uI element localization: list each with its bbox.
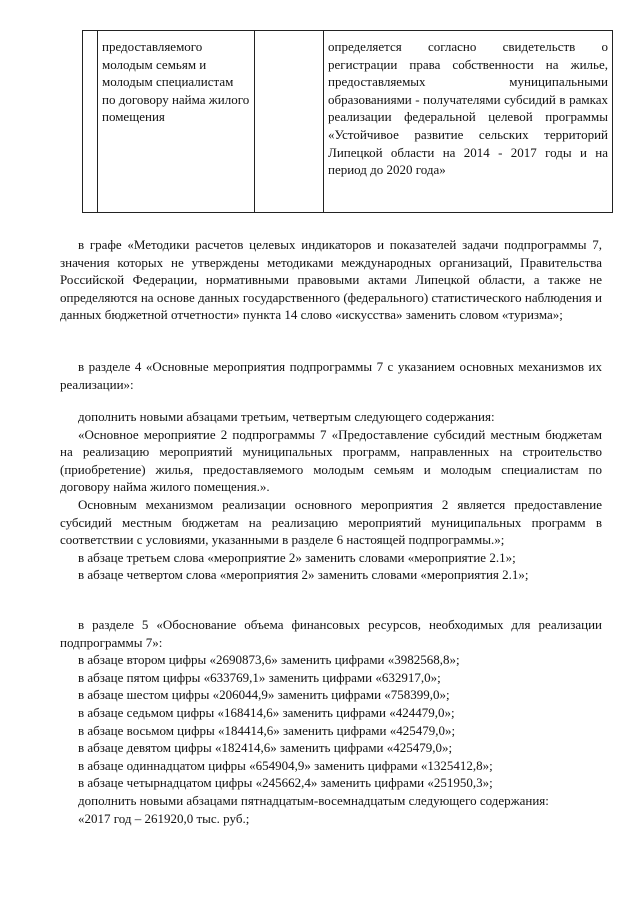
paragraph-add-abz-15-18: дополнить новыми абзацами пятнадцатым-восемнадцатым следующего содержания:	[78, 792, 549, 808]
list-item: в абзаце четырнадцатом цифры «245662,4» заменить цифрами «251950,3»;	[78, 775, 493, 791]
paragraph-group-2	[60, 358, 602, 393]
paragraph-abz4-change: в абзаце четвертом слова «мероприятия 2» заменить словами «мероприятия 2.1»;	[78, 567, 529, 583]
table-cell-empty	[255, 31, 324, 213]
list-item: в абзаце шестом цифры «206044,9» заменить цифрами «758399,0»;	[78, 687, 450, 703]
list-item: в абзаце восьмом цифры «184414,6» заменить цифрами «425479,0»;	[78, 722, 456, 738]
list-item: в абзаце пятом цифры «633769,1» заменить цифрами «632917,0»;	[78, 669, 441, 685]
paragraph-2017-amount: «2017 год – 261920,0 тыс. руб.;	[78, 810, 250, 826]
paragraph-group-4	[60, 616, 602, 827]
paragraph-quote-mechanism: Основным механизмом реализации основного мероприятия 2 является предоставление субсидий местным бюджетам на реализацию мероприятий муниципальных программ в соответствии с условиями, указанными в разделе 6 настоящей подпрограммы.»;	[60, 496, 602, 548]
paragraph-methodology-change: в графе «Методики расчетов целевых индикаторов и показателей задачи подпрограммы 7, значения которых не утверждены методиками международных организаций, Правительства Российской Федерации, нормативными правовыми актами Липецкой области, а также не определяются на основе данных государственного (федерального) статистического наблюдения и данных бюджетной отчетности» пункта 14 слово «искусства» заменить словом «туризма»;	[60, 237, 602, 323]
table-cell-methodology: определяется согласно свидетельств о регистрации права собственности на жилье, предоставляемых муниципальными образованиями - получателями субсидий в рамках реализации федеральной целевой программы «Устойчивое развитие сельских территорий Липецкой области на 2014 - 2017 годы и на период до 2020 года»	[324, 31, 613, 213]
table-cell-empty	[83, 31, 98, 213]
indicator-table-fragment	[82, 30, 613, 213]
paragraph-quote-main-event: «Основное мероприятие 2 подпрограммы 7 «Предоставление субсидий местным бюджетам на реализацию мероприятий муниципальных программ, направленных на строительство (приобретение) жилья, предоставляемого молодым семьям и молодым специалистам по договору найма жилого помещения.».	[60, 426, 602, 495]
paragraph-group-1	[60, 236, 602, 324]
paragraph-section4: в разделе 4 «Основные мероприятия подпрограммы 7 с указанием основных механизмов их реализации»:	[60, 359, 602, 392]
list-item: в абзаце девятом цифры «182414,6» заменить цифрами «425479,0»;	[78, 740, 453, 756]
paragraph-abz3-change: в абзаце третьем слова «мероприятие 2» заменить словами «мероприятие 2.1»;	[78, 549, 516, 565]
list-item: в абзаце седьмом цифры «168414,6» заменить цифрами «424479,0»;	[78, 704, 455, 720]
paragraph-group-3	[60, 408, 602, 584]
table-cell-indicator-name: предоставляемого молодым семьям и молодым специалистам по договору найма жилого помещения	[98, 31, 255, 213]
paragraph-add-abz: дополнить новыми абзацами третьим, четвертым следующего содержания:	[78, 409, 495, 424]
table-row	[83, 31, 613, 213]
paragraph-section5: в разделе 5 «Обоснование объема финансовых ресурсов, необходимых для реализации подпрограммы 7»:	[60, 617, 602, 650]
list-item: в абзаце втором цифры «2690873,6» заменить цифрами «3982568,8»;	[78, 652, 460, 668]
list-item: в абзаце одиннадцатом цифры «654904,9» заменить цифрами «1325412,8»;	[78, 757, 493, 773]
